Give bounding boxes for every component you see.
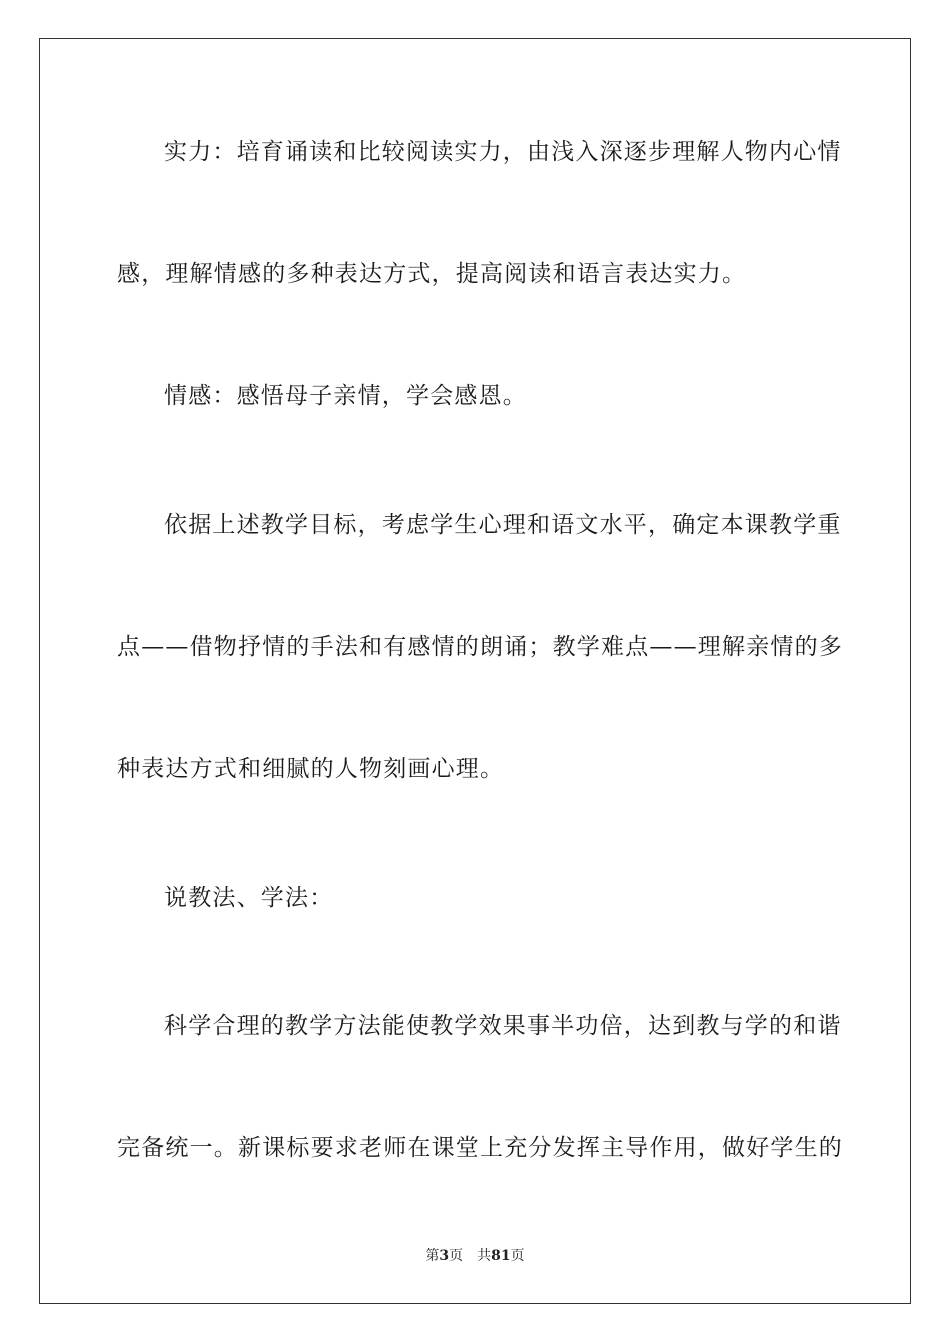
- page-border: [39, 38, 911, 1304]
- page-number: 3: [439, 1248, 450, 1264]
- total-prefix: 共: [477, 1248, 492, 1264]
- paragraph-line: 点——借物抒情的手法和有感情的朗诵；教学难点——理解亲情的多: [117, 634, 843, 660]
- paragraph-line: 完备统一。新课标要求老师在课堂上充分发挥主导作用，做好学生的: [117, 1135, 843, 1161]
- total-pages: 81: [491, 1248, 511, 1264]
- page-footer: [0, 1246, 950, 1266]
- paragraph-line: 依据上述教学目标，考虑学生心理和语文水平，确定本课教学重: [164, 512, 842, 538]
- paragraph-line: 科学合理的教学方法能使教学效果事半功倍，达到教与学的和谐: [164, 1013, 842, 1039]
- paragraph-line: 情感：感悟母子亲情，学会感恩。: [164, 383, 527, 409]
- page-suffix: 页: [449, 1248, 464, 1264]
- paragraph-line: 感，理解情感的多种表达方式，提高阅读和语言表达实力。: [117, 261, 747, 287]
- paragraph-line: 实力：培育诵读和比较阅读实力，由浅入深逐步理解人物内心情: [164, 139, 842, 165]
- page-prefix: 第: [425, 1248, 440, 1264]
- paragraph-line: 种表达方式和细腻的人物刻画心理。: [117, 756, 505, 782]
- total-suffix: 页: [510, 1248, 525, 1264]
- paragraph-line: 说教法、学法：: [164, 885, 334, 911]
